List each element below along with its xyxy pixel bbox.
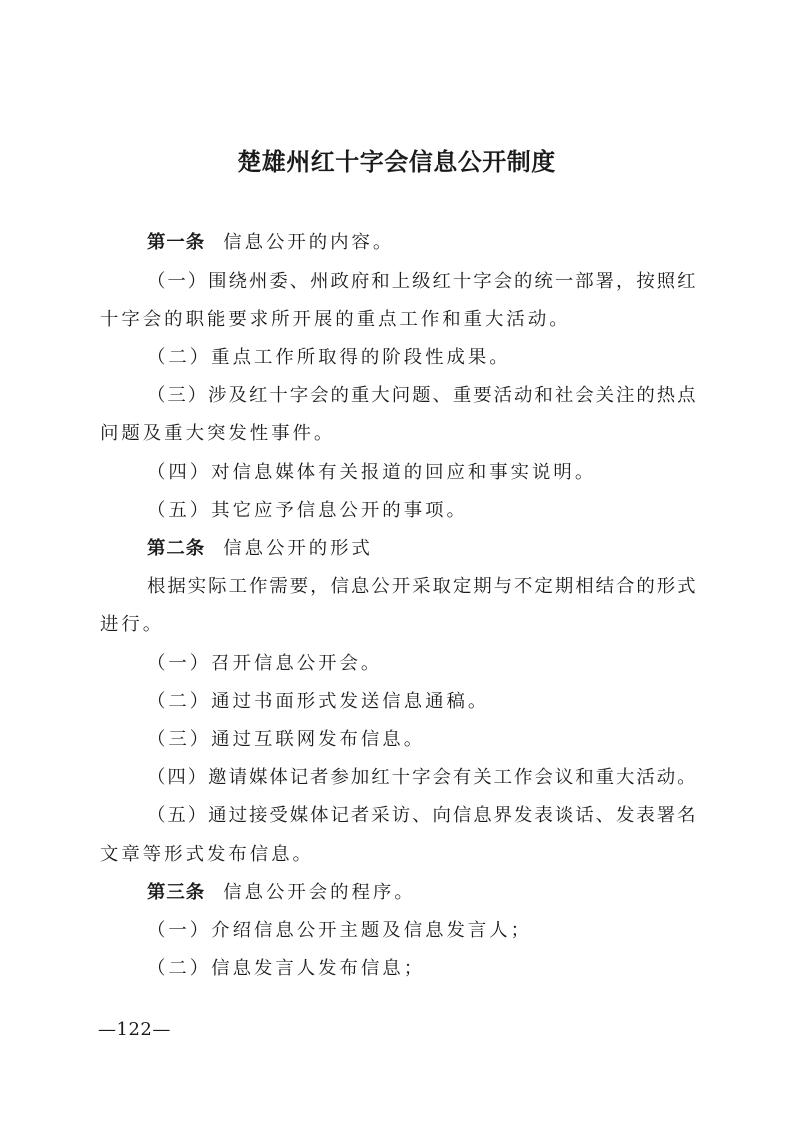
article-3-item-2: （二）信息发言人发布信息； — [147, 958, 426, 979]
article-1-item-5: （五）其它应予信息公开的事项。 — [147, 500, 468, 521]
page-number: —122— — [98, 1019, 171, 1040]
article-2-intro-line-1: 根据实际工作需要，信息公开采取定期与不定期相结合的形式 — [147, 576, 698, 597]
article-1-label: 第一条 — [147, 232, 206, 253]
article-1-item-2: （二）重点工作所取得的阶段性成果。 — [147, 347, 511, 368]
article-1-item-1-line-2: 十字会的职能要求所开展的重点工作和重大活动。 — [100, 309, 571, 330]
article-1-item-4: （四）对信息媒体有关报道的回应和事实说明。 — [147, 462, 597, 483]
article-1-item-3-line-2: 问题及重大突发性事件。 — [100, 423, 336, 444]
article-2-item-2: （二）通过书面形式发送信息通稿。 — [147, 691, 490, 712]
article-3-label: 第三条 — [147, 882, 206, 903]
article-2-item-4: （四）邀请媒体记者参加红十字会有关工作会议和重大活动。 — [147, 767, 698, 788]
article-3-heading — [147, 880, 692, 906]
article-2-heading — [147, 536, 692, 562]
article-2-item-5-line-2: 文章等形式发布信息。 — [100, 844, 314, 865]
document-title: 楚雄州红十字会信息公开制度 — [237, 148, 556, 176]
article-1-item-1-line-1: （一）围绕州委、州政府和上级红十字会的统一部署，按照红 — [147, 271, 698, 292]
article-2-intro-line-2: 进行。 — [100, 614, 165, 635]
article-2-item-5-line-1: （五）通过接受媒体记者采访、向信息界发表谈话、发表署名 — [147, 805, 698, 826]
article-2-heading-text: 信息公开的形式 — [223, 538, 373, 559]
article-1-item-3-line-1: （三）涉及红十字会的重大问题、重要活动和社会关注的热点 — [147, 385, 698, 406]
article-3-heading-text: 信息公开会的程序。 — [223, 882, 416, 903]
article-2-item-3: （三）通过互联网发布信息。 — [147, 729, 426, 750]
article-3-item-1: （一）介绍信息公开主题及信息发言人； — [147, 920, 533, 941]
article-2-item-1: （一）召开信息公开会。 — [147, 653, 383, 674]
article-2-label: 第二条 — [147, 538, 206, 559]
article-1-heading — [147, 230, 692, 256]
article-1-heading-text: 信息公开的内容。 — [223, 232, 395, 253]
